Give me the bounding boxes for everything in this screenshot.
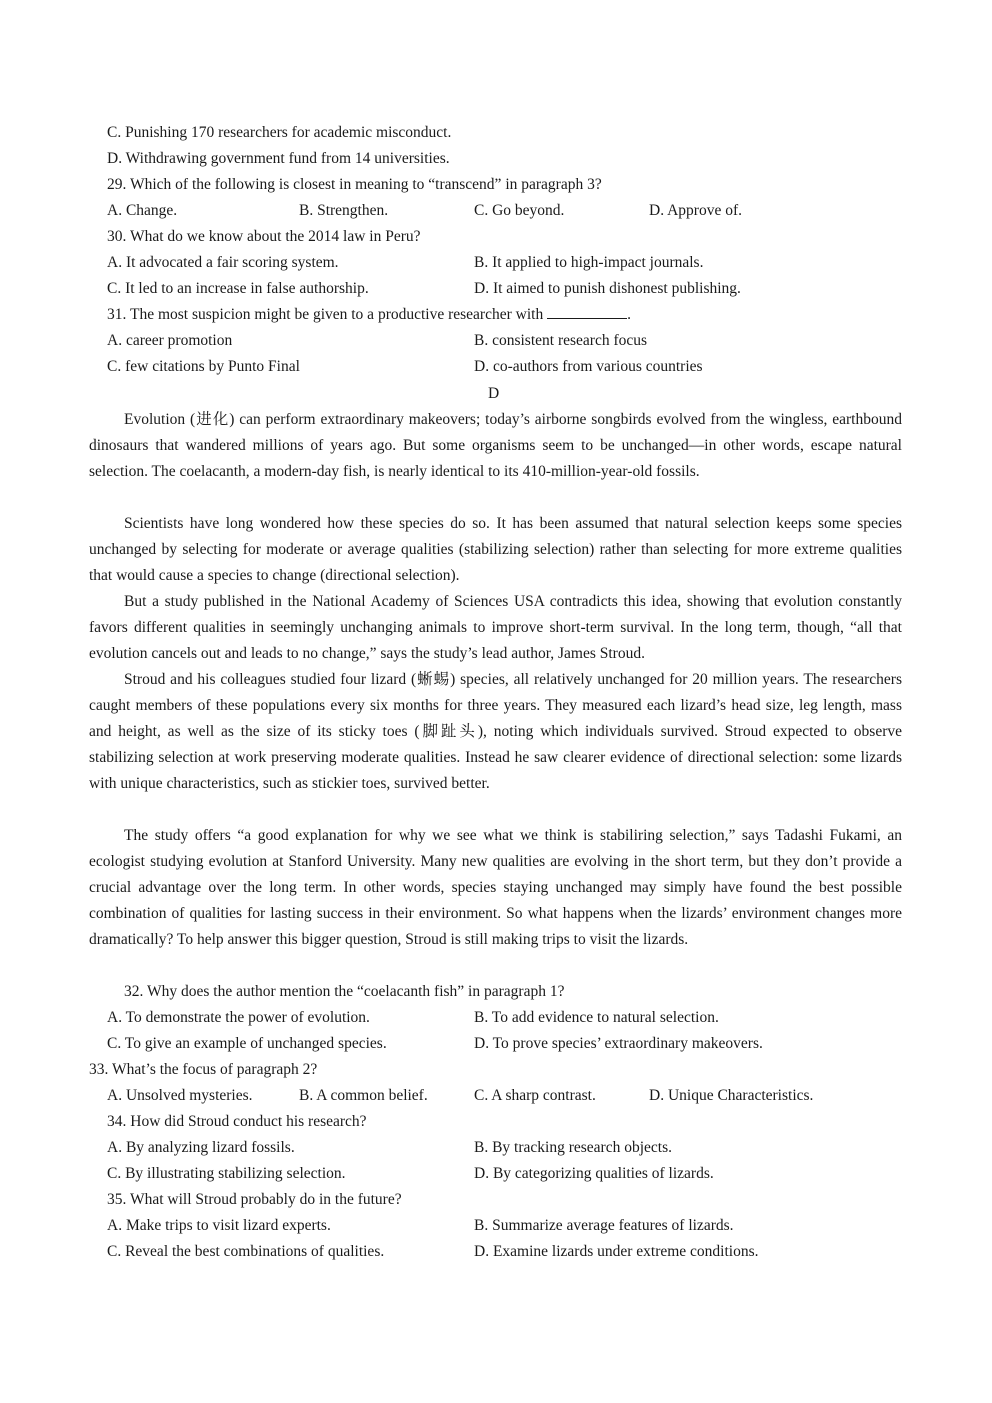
q35-option-b: B. Summarize average features of lizards.: [474, 1217, 734, 1234]
q32-option-b: B. To add evidence to natural selection.: [474, 1009, 719, 1026]
q29-option-b: B. Strengthen.: [299, 202, 389, 219]
q31-stem: 31. The most suspicion might be given to a productive researcher with: [107, 306, 544, 323]
passage-paragraph-4: Stroud and his colleagues studied four lizard (蜥蜴) species, all relatively unchanged for 20 million years. The researchers caught members of these populations every six months for three years. They measured each lizard’s head size, leg length, mass and height, as well as the size of its sticky toes (脚趾头), noting which individuals survived. Stroud expected to observe stabilizing selection at work preserving moderate qualities. Instead he saw clearer evidence of directional selection: some lizards with unique characteristics, such as stickier toes, survived better.: [89, 671, 902, 792]
q30-option-b: B. It applied to high-impact journals.: [474, 254, 704, 271]
q30-stem: 30. What do we know about the 2014 law in Peru?: [107, 228, 421, 245]
q31-option-b: B. consistent research focus: [474, 332, 648, 349]
q34-option-d: D. By categorizing qualities of lizards.: [474, 1165, 714, 1182]
q34-option-c: C. By illustrating stabilizing selection.: [107, 1165, 346, 1182]
q31-stem-end: .: [627, 306, 631, 323]
section-heading: D: [488, 385, 500, 402]
q32-stem: 32. Why does the author mention the “coelacanth fish” in paragraph 1?: [124, 983, 565, 1000]
passage-paragraph-1: Evolution (进化) can perform extraordinary makeovers; today’s airborne songbirds evolved from the wingless, earthbound dinosaurs that wandered millions of years ago. But some organisms seem to be unchanged—in other words, escape natural selection. The coelacanth, a modern-day fish, is nearly identical to its 410-million-year-old fossils.: [89, 411, 902, 480]
q31-stem-line: [107, 302, 631, 328]
q29-option-a: A. Change.: [107, 202, 178, 219]
q28-option-c: C. Punishing 170 researchers for academic misconduct.: [107, 124, 452, 141]
q34-option-a: A. By analyzing lizard fossils.: [107, 1139, 295, 1156]
answer-blank: [547, 304, 627, 319]
q29-option-d: D. Approve of.: [649, 202, 742, 219]
q30-option-c: C. It led to an increase in false authorship.: [107, 280, 369, 297]
q32-option-c: C. To give an example of unchanged species.: [107, 1035, 387, 1052]
q33-option-d: D. Unique Characteristics.: [649, 1087, 814, 1104]
q35-stem: 35. What will Stroud probably do in the future?: [107, 1191, 402, 1208]
q33-option-c: C. A sharp contrast.: [474, 1087, 596, 1104]
q35-option-d: D. Examine lizards under extreme conditions.: [474, 1243, 759, 1260]
q35-option-c: C. Reveal the best combinations of qualities.: [107, 1243, 385, 1260]
q28-option-d: D. Withdrawing government fund from 14 universities.: [107, 150, 450, 167]
q31-option-d: D. co-authors from various countries: [474, 358, 703, 375]
q29-option-c: C. Go beyond.: [474, 202, 565, 219]
passage-paragraph-5: The study offers “a good explanation for why we see what we think is stabiliring selection,” says Tadashi Fukami, an ecologist studying evolution at Stanford University. Many new qualities are evolving in the short term, but they don’t provide a crucial advantage over the long term. In other words, species staying unchanged may simply have found the best possible combination of qualities for lasting success in their environment. So what happens when the lizards’ environment changes more dramatically? To help answer this bigger question, Stroud is still making trips to visit the lizards.: [89, 827, 902, 948]
q31-option-a: A. career promotion: [107, 332, 233, 349]
q31-option-c: C. few citations by Punto Final: [107, 358, 300, 375]
q34-option-b: B. By tracking research objects.: [474, 1139, 672, 1156]
q34-stem: 34. How did Stroud conduct his research?: [107, 1113, 367, 1130]
q33-stem: 33. What’s the focus of paragraph 2?: [89, 1061, 318, 1078]
q30-option-a: A. It advocated a fair scoring system.: [107, 254, 339, 271]
q32-option-d: D. To prove species’ extraordinary makeovers.: [474, 1035, 763, 1052]
passage-paragraph-3: But a study published in the National Academy of Sciences USA contradicts this idea, showing that evolution constantly favors different qualities in seemingly unchanging animals to improve short-term survival. In the long term, though, “all that evolution cancels out and leads to no change,” says the study’s lead author, James Stroud.: [89, 593, 902, 662]
q29-stem: 29. Which of the following is closest in meaning to “transcend” in paragraph 3?: [107, 176, 602, 193]
q33-option-a: A. Unsolved mysteries.: [107, 1087, 253, 1104]
q30-option-d: D. It aimed to punish dishonest publishing.: [474, 280, 741, 297]
q32-option-a: A. To demonstrate the power of evolution.: [107, 1009, 370, 1026]
passage-paragraph-2: Scientists have long wondered how these species do so. It has been assumed that natural selection keeps some species unchanged by selecting for moderate or average qualities (stabilizing selection) rather than selecting for more extreme qualities that would cause a species to change (directional selection).: [89, 515, 902, 584]
q35-option-a: A. Make trips to visit lizard experts.: [107, 1217, 331, 1234]
q33-option-b: B. A common belief.: [299, 1087, 428, 1104]
